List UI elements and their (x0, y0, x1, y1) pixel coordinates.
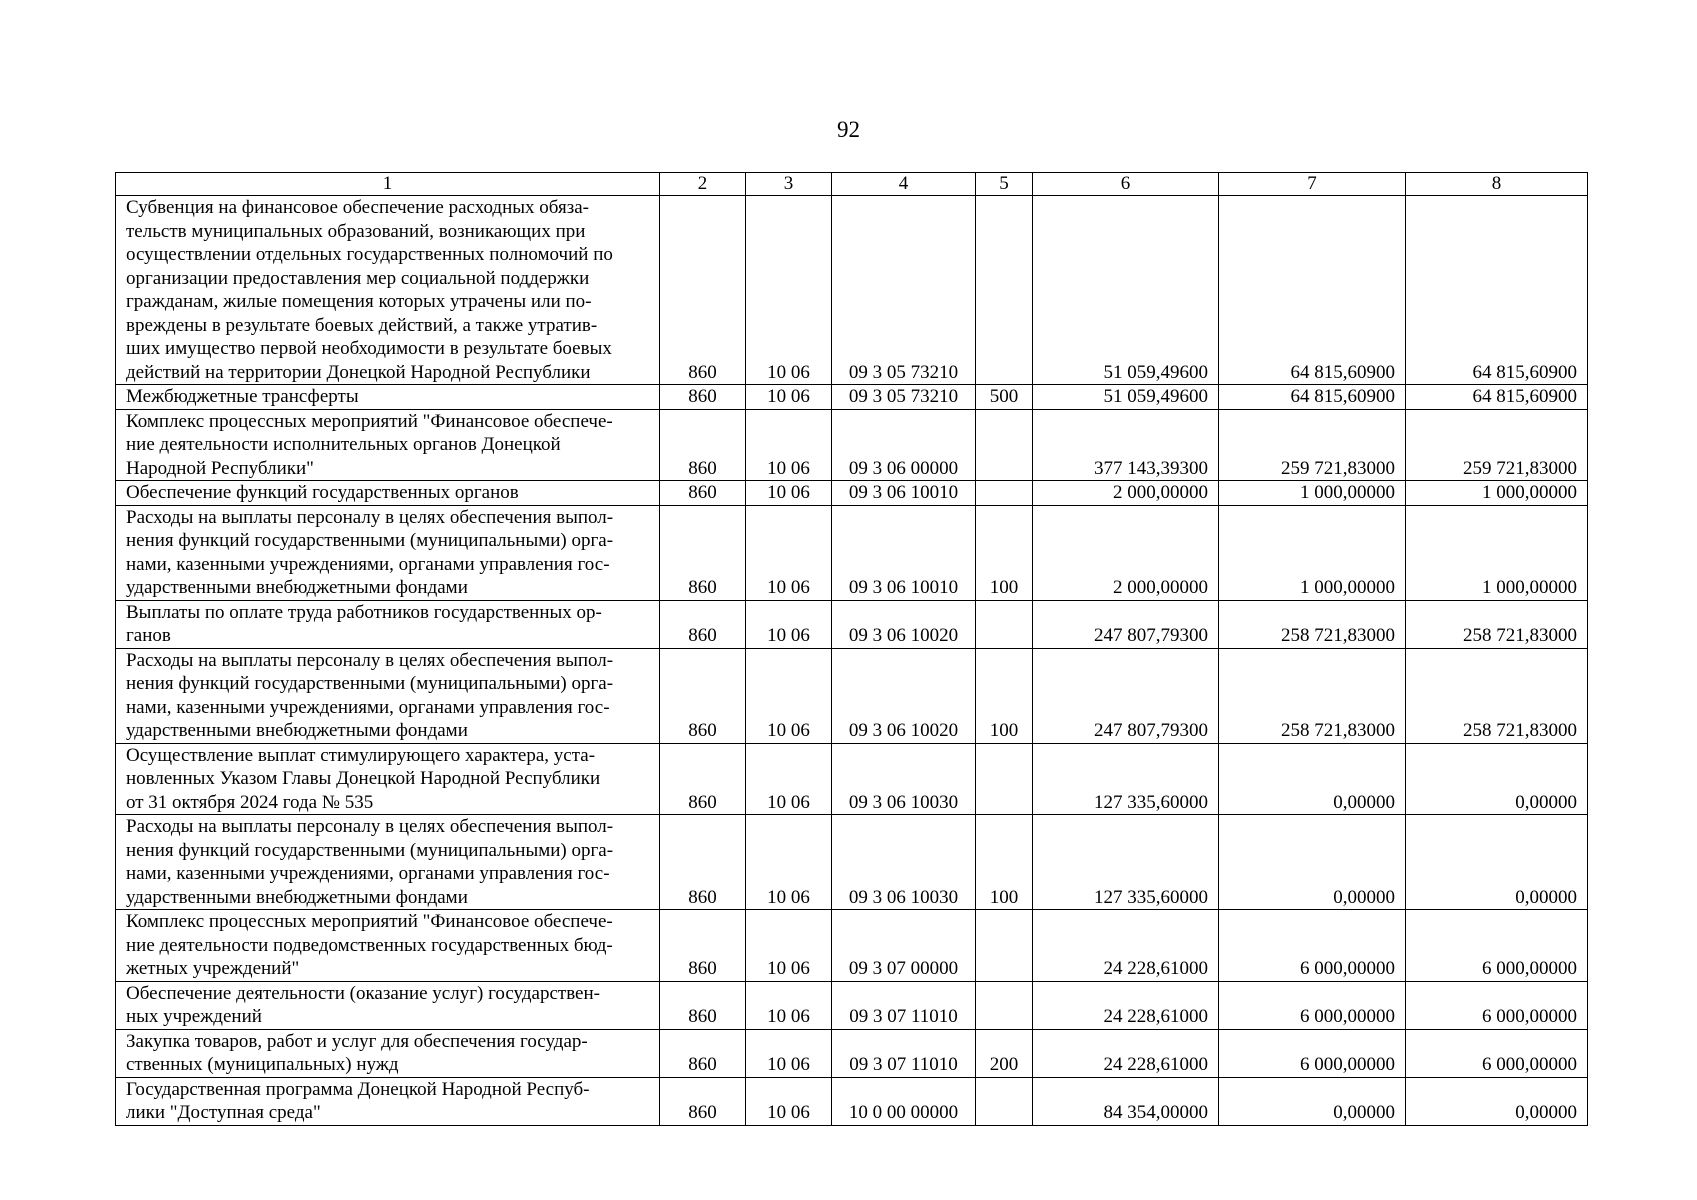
cell-amount-col8: 64 815,60900 (1406, 196, 1588, 385)
cell-amount-col6: 2 000,00000 (1033, 505, 1219, 600)
cell-section-code: 10 06 (746, 385, 832, 410)
table-row (116, 1029, 1588, 1077)
cell-target-article: 09 3 06 10030 (832, 743, 976, 815)
cell-amount-col7: 259 721,83000 (1219, 409, 1406, 481)
cell-expense-type: 500 (976, 385, 1033, 410)
row-description-text: Комплекс процессных мероприятий "Финансовое обеспече- ние деятельности исполнительных органов Донецкой Народной Республики" (126, 410, 613, 479)
row-description-text: Расходы на выплаты персоналу в целях обеспечения выпол- нения функций государственными (муниципальными) орга- нами, казенными учреждениями, органами управления гос- ударственными внебюджетными фондами (126, 816, 614, 908)
cell-target-article: 10 0 00 00000 (832, 1077, 976, 1125)
cell-target-article: 09 3 07 00000 (832, 910, 976, 982)
cell-section-code: 10 06 (746, 815, 832, 910)
row-description-text: Осуществление выплат стимулирующего характера, уста- новленных Указом Главы Донецкой Народной Республики от 31 октября 2024 года № 535 (126, 744, 601, 813)
header-cell-5: 5 (976, 173, 1033, 196)
table-row (116, 385, 1588, 410)
header-cell-4: 4 (832, 173, 976, 196)
cell-amount-col6: 24 228,61000 (1033, 1029, 1219, 1077)
cell-expense-type (976, 600, 1033, 648)
cell-section-code: 10 06 (746, 1029, 832, 1077)
row-description-text: Межбюджетные трансферты (126, 386, 359, 407)
row-description (116, 648, 660, 743)
cell-amount-col7: 6 000,00000 (1219, 1029, 1406, 1077)
cell-amount-col8: 6 000,00000 (1406, 1029, 1588, 1077)
cell-expense-type (976, 910, 1033, 982)
cell-section-code: 10 06 (746, 648, 832, 743)
cell-expense-type: 100 (976, 648, 1033, 743)
cell-amount-col6: 24 228,61000 (1033, 981, 1219, 1029)
cell-amount-col7: 258 721,83000 (1219, 600, 1406, 648)
cell-admin-code: 860 (660, 481, 746, 506)
row-description (116, 600, 660, 648)
cell-amount-col7: 1 000,00000 (1219, 481, 1406, 506)
table-row (116, 815, 1588, 910)
header-cell-6: 6 (1033, 173, 1219, 196)
cell-section-code: 10 06 (746, 409, 832, 481)
header-cell-8: 8 (1406, 173, 1588, 196)
cell-expense-type: 200 (976, 1029, 1033, 1077)
cell-amount-col8: 258 721,83000 (1406, 648, 1588, 743)
cell-target-article: 09 3 06 10020 (832, 600, 976, 648)
cell-admin-code: 860 (660, 505, 746, 600)
row-description-text: Обеспечение деятельности (оказание услуг) государствен- ных учреждений (126, 982, 600, 1027)
row-description (116, 409, 660, 481)
cell-admin-code: 860 (660, 648, 746, 743)
cell-amount-col8: 258 721,83000 (1406, 600, 1588, 648)
header-cell-3: 3 (746, 173, 832, 196)
cell-admin-code: 860 (660, 385, 746, 410)
cell-section-code: 10 06 (746, 981, 832, 1029)
cell-amount-col6: 127 335,60000 (1033, 815, 1219, 910)
cell-section-code: 10 06 (746, 600, 832, 648)
cell-amount-col8: 0,00000 (1406, 743, 1588, 815)
cell-expense-type (976, 196, 1033, 385)
row-description (116, 981, 660, 1029)
cell-section-code: 10 06 (746, 481, 832, 506)
cell-section-code: 10 06 (746, 196, 832, 385)
table-row (116, 481, 1588, 506)
cell-target-article: 09 3 07 11010 (832, 981, 976, 1029)
table-row (116, 1077, 1588, 1125)
cell-amount-col6: 24 228,61000 (1033, 910, 1219, 982)
row-description-text: Обеспечение функций государственных органов (126, 482, 519, 503)
header-cell-2: 2 (660, 173, 746, 196)
cell-target-article: 09 3 05 73210 (832, 385, 976, 410)
cell-amount-col7: 0,00000 (1219, 743, 1406, 815)
cell-expense-type: 100 (976, 815, 1033, 910)
table-row (116, 409, 1588, 481)
cell-expense-type (976, 981, 1033, 1029)
row-description (116, 385, 660, 410)
row-description (116, 481, 660, 506)
table-row (116, 743, 1588, 815)
cell-section-code: 10 06 (746, 1077, 832, 1125)
cell-amount-col8: 6 000,00000 (1406, 910, 1588, 982)
cell-admin-code: 860 (660, 815, 746, 910)
table-row (116, 910, 1588, 982)
row-description (116, 1077, 660, 1125)
cell-amount-col7: 258 721,83000 (1219, 648, 1406, 743)
cell-amount-col7: 1 000,00000 (1219, 505, 1406, 600)
table-row (116, 505, 1588, 600)
row-description (116, 743, 660, 815)
row-description-text: Выплаты по оплате труда работников государственных ор- ганов (126, 601, 602, 646)
cell-admin-code: 860 (660, 981, 746, 1029)
row-description-text: Государственная программа Донецкой Народной Респуб- лики "Доступная среда" (126, 1078, 590, 1123)
cell-section-code: 10 06 (746, 743, 832, 815)
cell-target-article: 09 3 06 10020 (832, 648, 976, 743)
page-number: 92 (837, 117, 860, 142)
table-row (116, 648, 1588, 743)
row-description (116, 196, 660, 385)
cell-amount-col8: 0,00000 (1406, 815, 1588, 910)
header-cell-1: 1 (116, 173, 660, 196)
cell-amount-col7: 64 815,60900 (1219, 196, 1406, 385)
table-row (116, 981, 1588, 1029)
header-cell-7: 7 (1219, 173, 1406, 196)
cell-amount-col7: 64 815,60900 (1219, 385, 1406, 410)
cell-expense-type (976, 409, 1033, 481)
cell-amount-col8: 1 000,00000 (1406, 505, 1588, 600)
cell-amount-col6: 51 059,49600 (1033, 196, 1219, 385)
cell-admin-code: 860 (660, 1029, 746, 1077)
cell-section-code: 10 06 (746, 910, 832, 982)
cell-amount-col6: 84 354,00000 (1033, 1077, 1219, 1125)
cell-amount-col7: 6 000,00000 (1219, 981, 1406, 1029)
cell-amount-col6: 51 059,49600 (1033, 385, 1219, 410)
cell-admin-code: 860 (660, 743, 746, 815)
table-row (116, 196, 1588, 385)
cell-amount-col6: 2 000,00000 (1033, 481, 1219, 506)
row-description-text: Комплекс процессных мероприятий "Финансовое обеспече- ние деятельности подведомственных государственных бюд- жетных учреждений" (126, 911, 613, 979)
row-description (116, 815, 660, 910)
cell-amount-col8: 6 000,00000 (1406, 981, 1588, 1029)
table-header-row (116, 173, 1588, 196)
cell-target-article: 09 3 06 10010 (832, 481, 976, 506)
cell-target-article: 09 3 06 10030 (832, 815, 976, 910)
row-description-text: Субвенция на финансовое обеспечение расходных обяза- тельств муниципальных образований, возникающих при осуществлении отдельных государственных полномочий по организации предоставления мер социальной поддержки гражданам, жилые помещения которых утрачены или по- вреждены в результате боевых действий, а также утратив- ших имущество первой необходимости в результате боевых действий на территории Донецкой Народной Республики (126, 197, 613, 383)
row-description-text: Расходы на выплаты персоналу в целях обеспечения выпол- нения функций государственными (муниципальными) орга- нами, казенными учреждениями, органами управления гос- ударственными внебюджетными фондами (126, 649, 614, 741)
cell-amount-col8: 64 815,60900 (1406, 385, 1588, 410)
cell-admin-code: 860 (660, 196, 746, 385)
cell-amount-col7: 0,00000 (1219, 1077, 1406, 1125)
cell-target-article: 09 3 06 10010 (832, 505, 976, 600)
cell-expense-type (976, 743, 1033, 815)
row-description (116, 1029, 660, 1077)
row-description (116, 505, 660, 600)
cell-amount-col6: 247 807,79300 (1033, 600, 1219, 648)
cell-amount-col7: 0,00000 (1219, 815, 1406, 910)
cell-admin-code: 860 (660, 409, 746, 481)
cell-admin-code: 860 (660, 1077, 746, 1125)
cell-amount-col6: 127 335,60000 (1033, 743, 1219, 815)
cell-expense-type: 100 (976, 505, 1033, 600)
cell-amount-col6: 247 807,79300 (1033, 648, 1219, 743)
cell-amount-col8: 259 721,83000 (1406, 409, 1588, 481)
cell-expense-type (976, 481, 1033, 506)
row-description-text: Закупка товаров, работ и услуг для обеспечения государ- ственных (муниципальных) нужд (126, 1030, 588, 1075)
cell-target-article: 09 3 07 11010 (832, 1029, 976, 1077)
cell-amount-col7: 6 000,00000 (1219, 910, 1406, 982)
cell-amount-col8: 0,00000 (1406, 1077, 1588, 1125)
cell-target-article: 09 3 06 00000 (832, 409, 976, 481)
row-description (116, 910, 660, 982)
cell-amount-col8: 1 000,00000 (1406, 481, 1588, 506)
row-description-text: Расходы на выплаты персоналу в целях обеспечения выпол- нения функций государственными (муниципальными) орга- нами, казенными учреждениями, органами управления гос- ударственными внебюджетными фондами (126, 506, 614, 598)
cell-expense-type (976, 1077, 1033, 1125)
cell-section-code: 10 06 (746, 505, 832, 600)
cell-amount-col6: 377 143,39300 (1033, 409, 1219, 481)
cell-admin-code: 860 (660, 600, 746, 648)
table-row (116, 600, 1588, 648)
budget-table (115, 172, 1588, 1126)
cell-admin-code: 860 (660, 910, 746, 982)
cell-target-article: 09 3 05 73210 (832, 196, 976, 385)
